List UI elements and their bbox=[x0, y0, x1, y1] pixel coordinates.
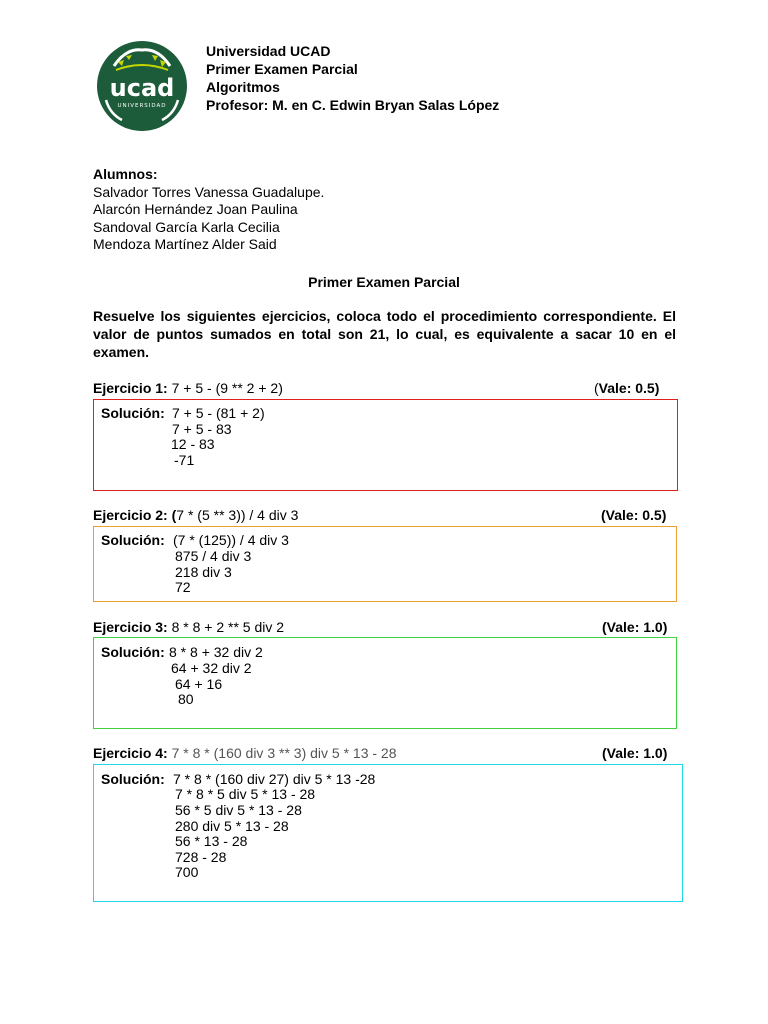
solution-step: 72 bbox=[175, 579, 191, 595]
solution-step: 875 / 4 div 3 bbox=[175, 548, 252, 564]
exercise-label: Ejercicio 1: bbox=[93, 380, 168, 396]
student-name: Alarcón Hernández Joan Paulina bbox=[93, 201, 298, 218]
exercise-4-value: (Vale: 1.0) bbox=[602, 745, 668, 761]
course-name: Algoritmos bbox=[206, 79, 280, 95]
professor-name: Profesor: M. en C. Edwin Bryan Salas López bbox=[206, 97, 500, 113]
logo-subtext: UNIVERSIDAD bbox=[117, 103, 167, 109]
exercise-2-value: (Vale: 0.5) bbox=[601, 507, 667, 523]
exercise-label: Ejercicio 2: ( bbox=[93, 507, 177, 523]
student-name: Salvador Torres Vanessa Guadalupe. bbox=[93, 183, 325, 200]
exam-title: Primer Examen Parcial bbox=[308, 274, 460, 290]
exercise-expression: 7 * (5 ** 3)) / 4 div 3 bbox=[176, 507, 299, 523]
solution-label: Solución: bbox=[101, 532, 165, 548]
solution-label: Solución: bbox=[101, 405, 165, 421]
solution-step: 80 bbox=[178, 691, 194, 707]
exercise-4-statement bbox=[93, 745, 397, 761]
ucad-logo bbox=[96, 40, 188, 132]
instructions: Resuelve los siguientes ejercicios, coloca todo el procedimiento correspondiente. El valor de puntos sumados en total son 21, lo cual, es equivalente a sacar 10 en el examen. bbox=[93, 308, 676, 360]
exercise-3-solution-box bbox=[93, 637, 677, 729]
solution-step: 8 * 8 + 32 div 2 bbox=[169, 644, 263, 660]
exercise-2-solution-box bbox=[93, 526, 677, 602]
exercise-expression: 7 * 8 * (160 div 3 ** 3) div 5 * 13 - 28 bbox=[171, 745, 397, 761]
exercise-label: Ejercicio 4: bbox=[93, 745, 168, 761]
exam-name: Primer Examen Parcial bbox=[206, 61, 358, 77]
solution-step: 7 * 8 * 5 div 5 * 13 - 28 bbox=[175, 786, 316, 802]
solution-step: 280 div 5 * 13 - 28 bbox=[175, 818, 289, 834]
exercise-2-statement bbox=[93, 507, 298, 523]
student-name: Sandoval García Karla Cecilia bbox=[93, 218, 280, 235]
exercise-1-value: (Vale: 0.5) bbox=[594, 380, 660, 396]
university-name: Universidad UCAD bbox=[206, 43, 331, 59]
logo-text: ucad bbox=[109, 74, 175, 102]
exercise-3-value: (Vale: 1.0) bbox=[602, 619, 668, 635]
exercise-1-statement bbox=[93, 380, 283, 396]
solution-step: 64 + 16 bbox=[175, 676, 223, 692]
solution-step: 7 * 8 * (160 div 27) div 5 * 13 -28 bbox=[173, 771, 376, 787]
solution-step: 7 + 5 - 83 bbox=[172, 421, 232, 437]
solution-step: 700 bbox=[175, 864, 199, 880]
header bbox=[206, 42, 499, 114]
solution-step: 218 div 3 bbox=[175, 564, 232, 580]
exercise-expression: 7 + 5 - (9 ** 2 + 2) bbox=[171, 380, 283, 396]
solution-step: 7 + 5 - (81 + 2) bbox=[172, 405, 265, 421]
solution-step: 56 * 5 div 5 * 13 - 28 bbox=[175, 802, 302, 818]
exercise-1-solution-box bbox=[93, 399, 678, 491]
solution-label: Solución: bbox=[101, 771, 165, 787]
solution-step: 64 + 32 div 2 bbox=[171, 660, 252, 676]
exercise-expression: 8 * 8 + 2 ** 5 div 2 bbox=[171, 619, 285, 635]
exercise-4-solution-box bbox=[93, 764, 683, 902]
students-list bbox=[93, 166, 324, 254]
exercise-label: Ejercicio 3: bbox=[93, 619, 168, 635]
students-label: Alumnos: bbox=[93, 166, 158, 182]
student-name: Mendoza Martínez Alder Said bbox=[93, 236, 277, 253]
solution-label: Solución: bbox=[101, 644, 165, 660]
exercise-3-statement bbox=[93, 619, 284, 635]
solution-step: (7 * (125)) / 4 div 3 bbox=[173, 532, 289, 548]
solution-step: 728 - 28 bbox=[175, 849, 227, 865]
solution-step: -71 bbox=[174, 452, 195, 468]
solution-step: 56 * 13 - 28 bbox=[175, 833, 248, 849]
solution-step: 12 - 83 bbox=[171, 436, 215, 452]
